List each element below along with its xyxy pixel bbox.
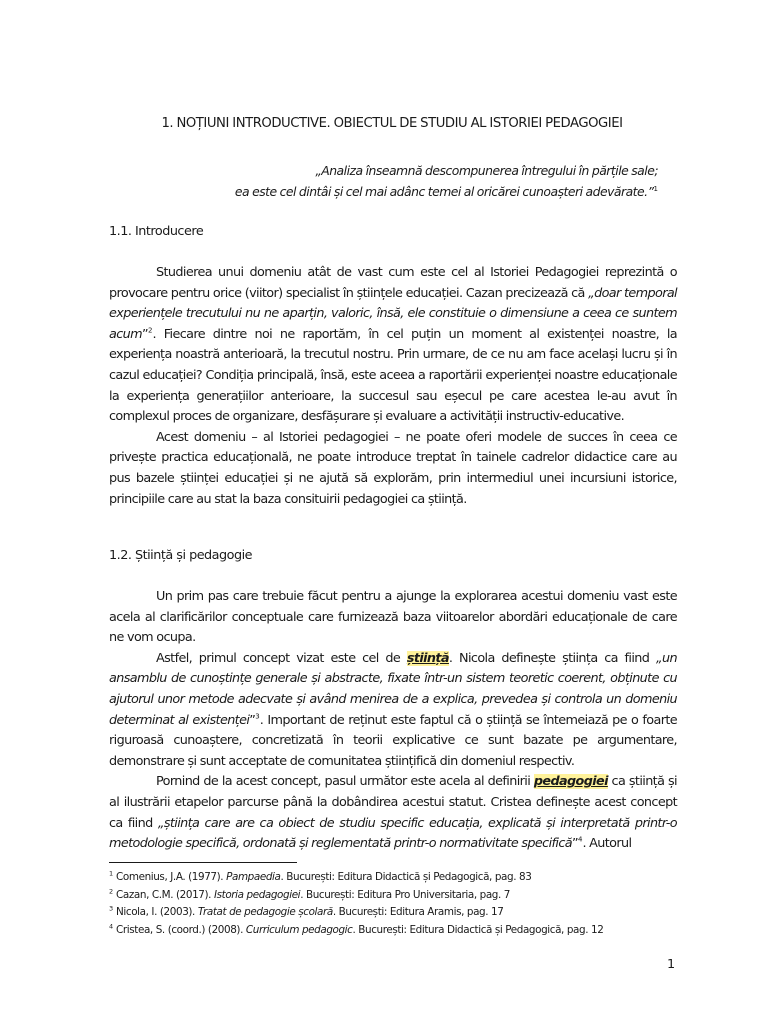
footnote-number: 3	[109, 904, 114, 913]
paragraph	[109, 649, 677, 773]
text-run: Cazan, C.M. (2017).	[113, 888, 214, 901]
footnote-number: 2	[109, 887, 114, 896]
text-run: ”	[141, 326, 148, 342]
footnote-number: 1	[109, 869, 114, 878]
footnote-ref[interactable]: 2	[148, 326, 153, 335]
book-title: Curriculum pedagogic	[245, 923, 353, 936]
section-heading-stiinta-si-pedagogie: 1.2. Știință și pedagogie	[109, 548, 253, 563]
text-run: ”	[571, 836, 578, 852]
text-run: ”	[249, 712, 256, 728]
key-term-pedagogiei: pedagogiei	[533, 774, 608, 790]
text-run: Astfel, primul concept vizat este cel de	[156, 650, 407, 666]
footnote-number: 4	[109, 922, 114, 931]
text-run: . Nicola definește știința ca fiind	[448, 650, 656, 666]
paragraph	[109, 263, 677, 428]
text-run: . București: Editura Aramis, pag. 17	[332, 906, 504, 919]
chapter-title: 1. NOȚIUNI INTRODUCTIVE. OBIECTUL DE STUDIU AL ISTORIEI PEDAGOGIEI	[161, 116, 623, 131]
section-heading-introducere: 1.1. Introducere	[109, 224, 204, 239]
footnote-ref[interactable]: 1	[653, 184, 658, 193]
book-title: Tratat de pedagogie școlară	[197, 906, 333, 919]
footnote-ref[interactable]: 4	[578, 835, 583, 844]
quote: „un ansamblu de cunoștințe generale și abstracte, fixate într-un sistem teoretic coerent, obținute cu ajutorul unor metode adecvate și având menirea de a explica, prevedea și controla un domeniu determinat al existenței	[109, 650, 677, 728]
text-run: . București: Editura Didactică și Pedagogică, pag. 12	[352, 923, 604, 936]
text-run: . Important de reținut este faptul că o știință se întemeiază pe o foarte riguroasă cunoaștere, concretizată în teorii explicative ce sunt bazate pe argumentare, demonstrare și sunt acceptate de comunitatea științifică din domeniul respectiv.	[109, 712, 678, 769]
paragraph: Un prim pas care trebuie făcut pentru a ajunge la explorarea acestui domeniu vast este acela al clarificărilor conceptuale care furnizează baza viitoarelor abordări educaționale de care ne vom ocupa.	[109, 589, 677, 646]
text-run: . Autorul	[582, 836, 632, 852]
text-run: Studierea unui domeniu atât de vast cum este cel al Istoriei Pedagogiei reprezintă o provocare pentru orice (viitor) specialist în științele educației. Cazan precizează că	[109, 265, 677, 301]
text-run: ca știință și al ilustrării etapelor parcurse până la dobândirea acestui statut. Cristea definește acest concept ca fiind	[109, 774, 677, 831]
footnotes	[109, 869, 689, 939]
key-term-stiinta: știință	[406, 650, 449, 666]
text-run: Cristea, S. (coord.) (2008).	[113, 923, 246, 936]
epigraph-line-2: ea este cel dintâi și cel mai adânc temei al oricărei cunoașteri adevărate.”	[234, 183, 654, 199]
footnote	[109, 922, 689, 940]
footnote	[109, 887, 689, 905]
text-run: . Fiecare dintre noi ne raportăm, în cel puțin un moment al existenței noastre, la experiența noastră anterioară, la trecutul nostru. Prin urmare, de ce nu am face același lucru și în cazul educației? Condiția principală, însă, este aceea a raportării experienței noastre educaționale la experiența generațiilor anterioare, la succesul sau eșecul pe care acestea le-au avut în complexul proces de organizare, desfășurare și evaluare a activității instructiv-educative.	[109, 326, 677, 425]
section-1-body	[109, 263, 677, 510]
footnote-ref[interactable]: 3	[255, 712, 260, 721]
footnote	[109, 904, 689, 922]
text-run: Nicola, I. (2003).	[113, 906, 198, 919]
quote: „doar temporal experiențele trecutului nu ne aparțin, valoric, însă, ele constituie o dimensiune a ceea ce suntem acum	[109, 285, 677, 342]
text-run: . București: Editura Didactică și Pedagogică, pag. 83	[280, 871, 532, 883]
paragraph: Acest domeniu – al Istoriei pedagogiei – ne poate oferi modele de succes în ceea ce privește practica educațională, ne poate introduce treptat în tainele cadrelor didactice care au pus bazele științei educației și ne ajută să explorăm, prin intermediul unei incursiuni istorice, principiile care au stat la baza consituirii pedagogiei ca știință.	[109, 429, 677, 507]
quote: „știința care are ca obiect de studiu specific educația, explicată și interpretată printr-o metodologie specifică, ordonată și reglementată printr-o normativitate specifică	[109, 815, 677, 852]
paragraph	[109, 772, 677, 854]
footnote-separator	[109, 862, 297, 863]
section-2-body	[109, 587, 677, 855]
page-number: 1	[667, 957, 676, 972]
book-title: Istoria pedagogiei	[213, 888, 301, 901]
footnote	[109, 869, 689, 887]
text-run: Comenius, J.A. (1977).	[113, 871, 227, 883]
epigraph	[235, 161, 658, 202]
text-run: . București: Editura Pro Universitaria, pag. 7	[300, 888, 510, 901]
book-title: Pampaedia	[226, 871, 281, 883]
text-run: Pornind de la acest concept, pasul următor este acela al definirii	[156, 774, 534, 790]
epigraph-line-1: „Analiza înseamnă descompunerea întregului în părțile sale;	[315, 163, 658, 178]
